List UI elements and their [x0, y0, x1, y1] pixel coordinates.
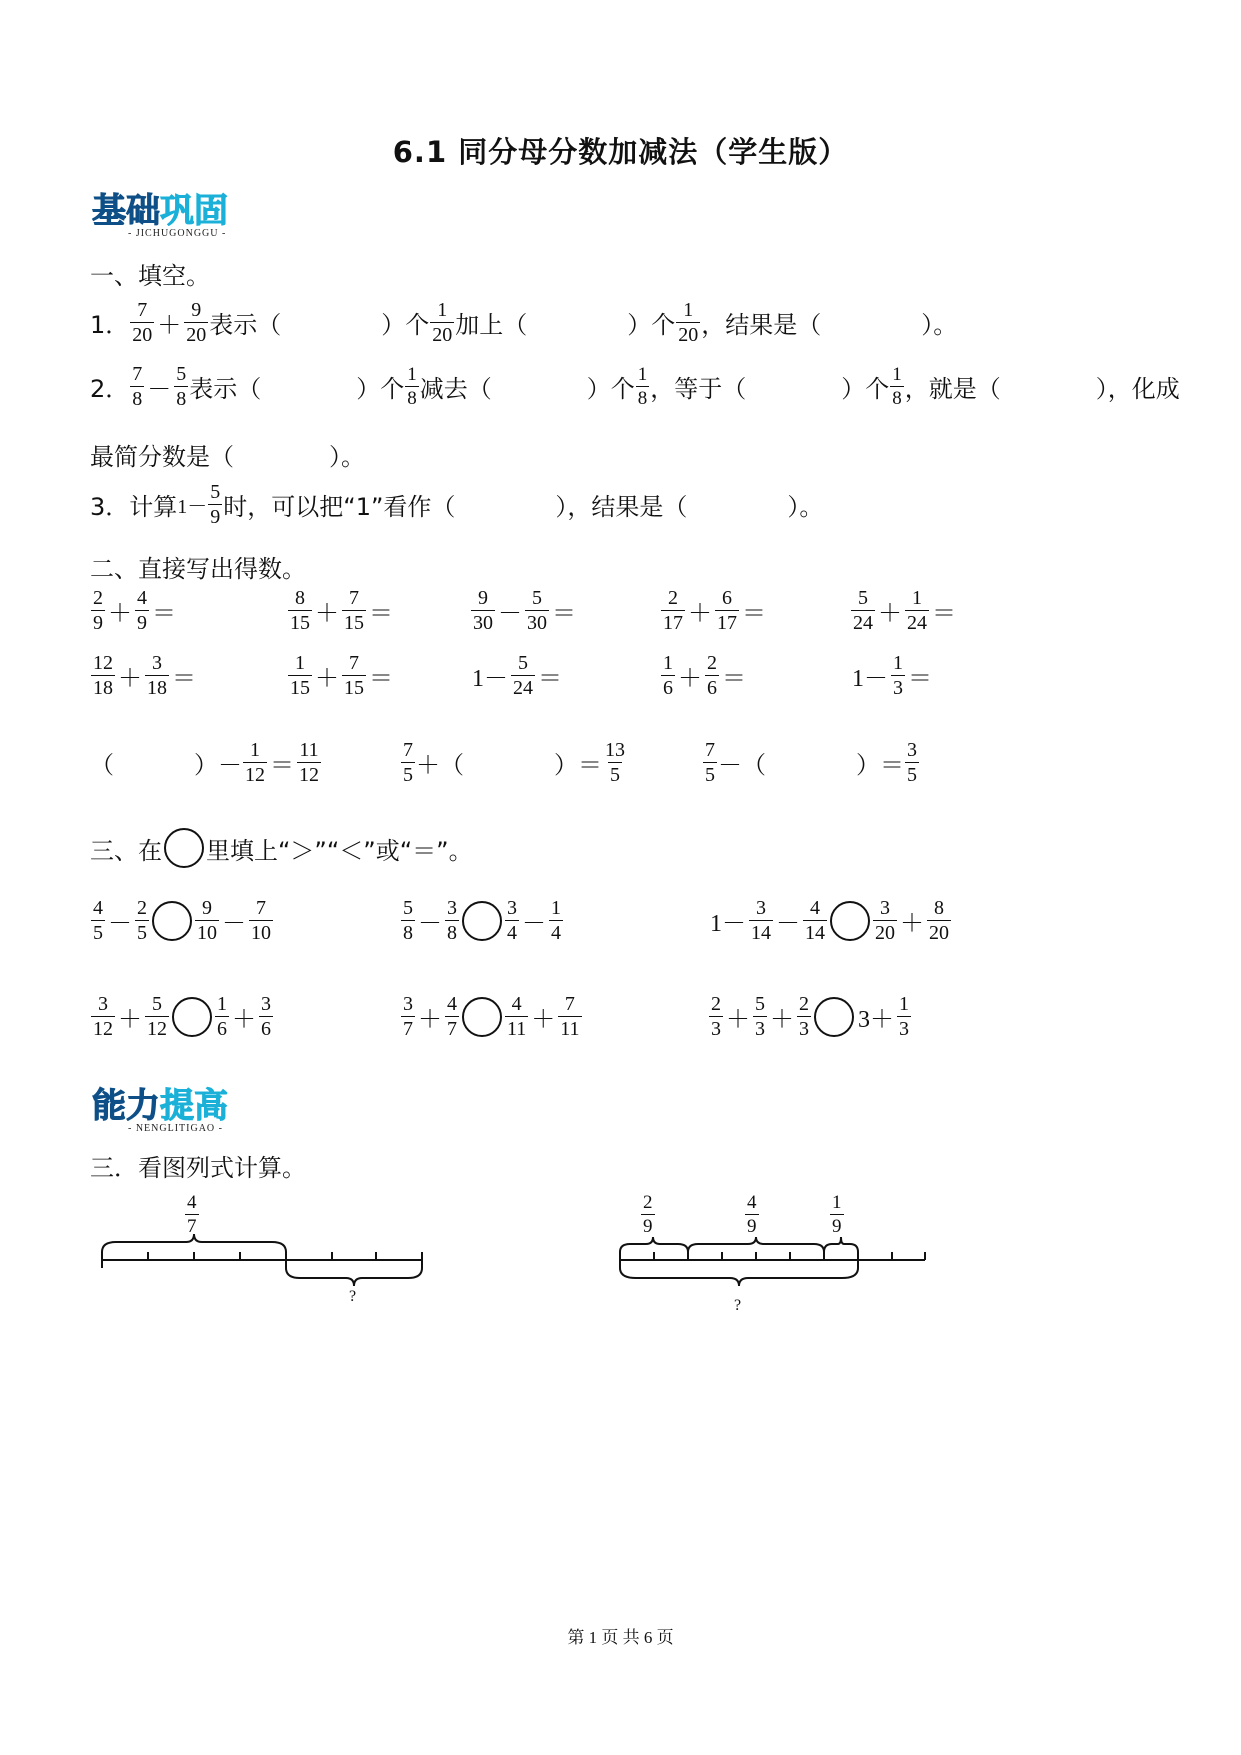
section2-heading: 二、直接写出得数。 — [90, 555, 306, 583]
fraction: $\frac{8}{15}$ — [290, 587, 310, 634]
q2-line: 2． $\frac{7}{8}$ － $\frac{5}{8}$ 表示（ ）个 $\frac{1}{8}$ 减去（ ）个 $\frac{1}{8}$ ，等于（ ）个 $\frac{1}{8}$ ，就是（ ），化成 — [90, 363, 1180, 410]
compare-circle-input[interactable] — [172, 997, 212, 1037]
fraction: $\frac{1}{20}$ — [678, 299, 699, 346]
fraction: $\frac{1}{20}$ — [432, 299, 453, 346]
calc-item: 1－ $\frac{1}{3}$ ＝ — [852, 652, 932, 699]
calc-row3-item: $\frac{7}{5}$ －（ ）＝ $\frac{3}{5}$ — [705, 739, 917, 786]
fraction: $\frac{7}{11}$ — [560, 993, 580, 1040]
section3-heading: 三、在 里填上“＞”“＜”或“＝”。 — [90, 828, 473, 868]
fraction: $\frac{8}{20}$ — [929, 897, 949, 944]
fraction: $\frac{4}{5}$ — [93, 897, 103, 944]
calc-item: $\frac{8}{15}$ ＋ $\frac{7}{15}$ ＝ — [290, 587, 393, 634]
q1-number: 1． — [90, 311, 130, 339]
fraction: $\frac{1}{15}$ — [290, 652, 310, 699]
section4-heading: 三．看图列式计算。 — [90, 1154, 306, 1182]
fraction: $\frac{5}{8}$ — [176, 363, 187, 410]
fraction: $\frac{3}{6}$ — [261, 993, 271, 1040]
fraction: $\frac{1}{4}$ — [551, 897, 561, 944]
fraction: $\frac{13}{5}$ — [605, 739, 625, 786]
fraction: $\frac{4}{9}$ — [137, 587, 147, 634]
fraction: $\frac{1}{12}$ — [245, 739, 265, 786]
compare-circle-icon — [164, 828, 204, 868]
fraction: $\frac{4}{7}$ — [447, 993, 457, 1040]
fraction: $\frac{4}{9}$ — [747, 1192, 757, 1237]
fraction: $\frac{4}{14}$ — [805, 897, 825, 944]
badge-basic-subtitle: - JICHUGONGGU - — [128, 228, 227, 239]
top-brace — [620, 1237, 688, 1252]
diagram-question: ? — [349, 1288, 357, 1305]
compare-circle-input[interactable] — [462, 997, 502, 1037]
fraction: $\frac{2}{6}$ — [707, 652, 717, 699]
fraction: $\frac{2}{3}$ — [711, 993, 721, 1040]
compare-item: $\frac{2}{3}$ ＋ $\frac{5}{3}$ ＋ $\frac{2}{3}$ 3＋ $\frac{1}{3}$ — [711, 993, 909, 1040]
diagram-label — [640, 1193, 656, 1236]
fraction: $\frac{1}{6}$ — [217, 993, 227, 1040]
fraction: $\frac{3}{14}$ — [751, 897, 771, 944]
fraction: $\frac{5}{30}$ — [527, 587, 547, 634]
diagram-label — [184, 1193, 200, 1236]
fraction: $\frac{2}{3}$ — [799, 993, 809, 1040]
top-brace — [688, 1237, 824, 1252]
page-title: 6.1 同分母分数加减法（学生版） — [392, 135, 849, 169]
fraction: $\frac{5}{24}$ — [513, 652, 533, 699]
fraction: $\frac{5}{24}$ — [853, 587, 873, 634]
fraction: $\frac{7}{15}$ — [344, 652, 364, 699]
fraction: $\frac{1}{3}$ — [893, 652, 903, 699]
fraction: $\frac{4}{7}$ — [187, 1192, 197, 1237]
fraction: $\frac{3}{4}$ — [507, 897, 517, 944]
badge-advanced-subtitle: - NENGLITIGAO - — [128, 1123, 223, 1134]
fraction: $\frac{1}{8}$ — [407, 364, 417, 409]
fraction: $\frac{5}{3}$ — [755, 993, 765, 1040]
fraction: $\frac{3}{12}$ — [93, 993, 113, 1040]
fraction: $\frac{5}{8}$ — [403, 897, 413, 944]
fraction: $\frac{7}{5}$ — [705, 739, 715, 786]
bottom-brace — [286, 1268, 422, 1286]
fraction: $\frac{9}{20}$ — [186, 299, 207, 346]
calc-item: $\frac{1}{15}$ ＋ $\frac{7}{15}$ ＝ — [290, 652, 393, 699]
fraction: $\frac{7}{20}$ — [132, 299, 153, 346]
fraction: $\frac{1}{8}$ — [892, 364, 902, 409]
fraction: $\frac{4}{11}$ — [507, 993, 527, 1040]
fraction: $\frac{1}{8}$ — [637, 364, 648, 409]
q2-line2: 最简分数是（ ）。 — [90, 443, 365, 471]
diagram-label — [744, 1193, 760, 1236]
compare-item: $\frac{3}{7}$ ＋ $\frac{4}{7}$ $\frac{4}{11}$ ＋ $\frac{7}{11}$ — [403, 993, 580, 1040]
section1-heading: 一、填空。 — [90, 262, 210, 290]
calc-item: 1－ $\frac{5}{24}$ ＝ — [472, 652, 562, 699]
compare-circle-input[interactable] — [814, 997, 854, 1037]
compare-circle-input[interactable] — [462, 901, 502, 941]
svg-text:基础巩固: 基础巩固 — [92, 191, 228, 231]
fraction: $\frac{3}{8}$ — [447, 897, 457, 944]
fraction: $\frac{11}{12}$ — [299, 739, 319, 786]
compare-circle-input[interactable] — [830, 901, 870, 941]
fraction: $\frac{7}{5}$ — [403, 739, 413, 786]
page-footer: 第 1 页 共 6 页 — [567, 1628, 674, 1647]
fraction: $\frac{5}{12}$ — [147, 993, 167, 1040]
calc-item: $\frac{2}{17}$ ＋ $\frac{6}{17}$ ＝ — [663, 587, 766, 634]
fraction: $\frac{3}{7}$ — [403, 993, 413, 1040]
calc-row3-item: $\frac{7}{5}$ ＋（ ）＝ $\frac{13}{5}$ — [403, 739, 625, 786]
fraction: $\frac{1}{24}$ — [907, 587, 927, 634]
fraction: $\frac{3}{5}$ — [907, 739, 917, 786]
fraction: $\frac{9}{10}$ — [197, 897, 217, 944]
fraction: $\frac{3}{18}$ — [147, 652, 167, 699]
fraction: $\frac{1}{6}$ — [663, 652, 673, 699]
fraction: $\frac{9}{30}$ — [473, 587, 493, 634]
fraction: $\frac{5}{9}$ — [210, 481, 221, 528]
q3-line: 3．计算 1－ $\frac{5}{9}$ 时，可以把“1”看作（ ），结果是（ ）。 — [90, 481, 824, 528]
fraction: $\frac{6}{17}$ — [717, 587, 737, 634]
calc-item: $\frac{12}{18}$ ＋ $\frac{3}{18}$ ＝ — [93, 652, 196, 699]
svg-text:能力提高: 能力提高 — [92, 1086, 228, 1126]
fraction: $\frac{1}{9}$ — [832, 1192, 842, 1237]
fraction: $\frac{2}{5}$ — [137, 897, 147, 944]
calc-item: $\frac{2}{9}$ ＋ $\frac{4}{9}$ ＝ — [93, 587, 176, 634]
compare-item: 1－ $\frac{3}{14}$ － $\frac{4}{14}$ $\frac{3}{20}$ ＋ $\frac{8}{20}$ — [710, 897, 949, 944]
calc-item: $\frac{1}{6}$ ＋ $\frac{2}{6}$ ＝ — [663, 652, 746, 699]
top-brace — [824, 1237, 858, 1252]
section-badge-advanced — [92, 1083, 252, 1139]
bottom-brace — [620, 1268, 858, 1286]
compare-item: $\frac{5}{8}$ － $\frac{3}{8}$ $\frac{3}{4}$ － $\frac{1}{4}$ — [403, 897, 561, 944]
fraction: $\frac{1}{3}$ — [899, 993, 909, 1040]
compare-circle-input[interactable] — [152, 901, 192, 941]
diagram-label — [829, 1193, 845, 1236]
fraction: $\frac{7}{10}$ — [251, 897, 271, 944]
fraction: $\frac{7}{8}$ — [132, 363, 143, 410]
fraction: $\frac{7}{15}$ — [344, 587, 364, 634]
fraction: $\frac{2}{17}$ — [663, 587, 683, 634]
diagram-question: ? — [734, 1297, 742, 1314]
calc-item: $\frac{9}{30}$ － $\frac{5}{30}$ ＝ — [473, 587, 576, 634]
fraction: $\frac{12}{18}$ — [93, 652, 113, 699]
calc-item: $\frac{5}{24}$ ＋ $\frac{1}{24}$ ＝ — [853, 587, 956, 634]
compare-item: $\frac{4}{5}$ － $\frac{2}{5}$ $\frac{9}{10}$ － $\frac{7}{10}$ — [93, 897, 271, 944]
q1-line: 1． $\frac{7}{20}$ ＋ $\frac{9}{20}$ 表示（ ）个 $\frac{1}{20}$ 加上（ ）个 $\frac{1}{20}$ ，结果是（ ）。 — [90, 299, 958, 346]
fraction: $\frac{2}{9}$ — [643, 1192, 653, 1237]
section-badge-basic — [92, 188, 252, 244]
compare-item: $\frac{3}{12}$ ＋ $\frac{5}{12}$ $\frac{1}{6}$ ＋ $\frac{3}{6}$ — [93, 993, 271, 1040]
fraction: $\frac{3}{20}$ — [875, 897, 895, 944]
calc-row3-item: （ ）－ $\frac{1}{12}$ ＝ $\frac{11}{12}$ — [90, 739, 319, 786]
fraction: $\frac{2}{9}$ — [93, 587, 103, 634]
